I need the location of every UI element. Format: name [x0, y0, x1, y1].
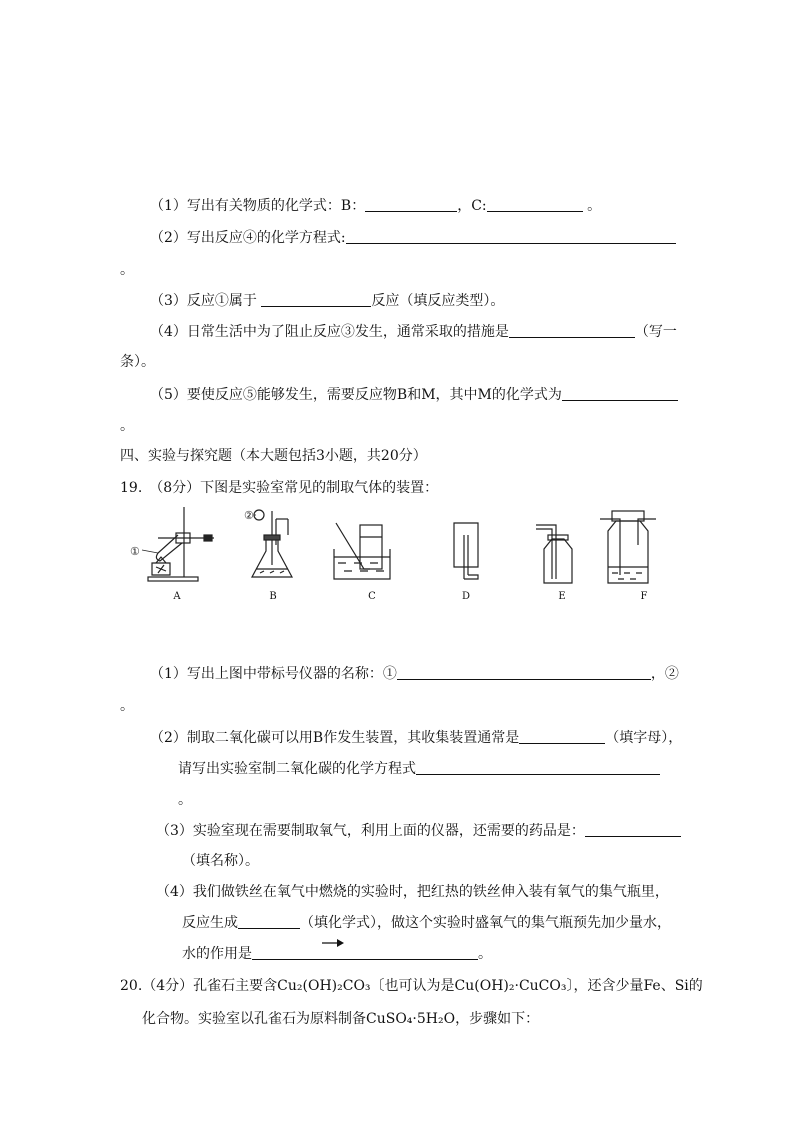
q19-part2: （2）制取二氧化碳可以用B作发生装置，其收集装置通常是 （填字母）， [150, 730, 683, 746]
answer-blank-c[interactable] [487, 197, 583, 212]
q19-part1: （1）写出上图中带标号仪器的名称：① ，② [150, 666, 679, 682]
apparatus-c [334, 523, 390, 579]
marker-1: ① [130, 545, 140, 558]
answer-blank-collector[interactable] [519, 729, 605, 744]
answer-blank-instrument1[interactable] [397, 665, 651, 680]
apparatus-a [148, 507, 214, 581]
figure-label-c: C [368, 591, 376, 602]
q18-part2-end: 。 [120, 262, 134, 278]
q19-part1-end: 。 [120, 698, 134, 714]
answer-blank-product[interactable] [238, 914, 300, 929]
q20-line2: 化合物。实验室以孔雀石为原料制备CuSO₄·5H₂O，步骤如下： [142, 1011, 540, 1027]
answer-blank-m[interactable] [562, 386, 678, 401]
q18-part4: （4）日常生活中为了阻止反应③发生，通常采取的措施是 （写一 [150, 324, 677, 340]
apparatus-f [600, 511, 656, 583]
apparatus-e [536, 525, 572, 583]
q19-part2b: 请写出实验室制二氧化碳的化学方程式 [178, 759, 660, 779]
figure-label-b: B [269, 591, 277, 602]
figure-label-a: A [173, 591, 181, 602]
q18-part1: （1）写出有关物质的化学式：B： ，C: 。 [150, 198, 602, 214]
answer-blank-eq4[interactable] [346, 229, 676, 244]
q20-line1: 20.（4分）孔雀石主要含Cu₂(OH)₂CO₃〔也可认为是Cu(OH)₂·CuCO₃〕，还含少量Fe、Si的 [120, 978, 703, 994]
answer-blank-measure[interactable] [509, 323, 635, 338]
q19-part4b: 反应生成 （填化学式），做这个实验时盛氧气的集气瓶预先加少量水， [182, 915, 671, 931]
q18-part4-cont: 条）。 [120, 354, 155, 370]
figure-label-f: F [640, 591, 648, 602]
q19-part3: （3）实验室现在需要制取氧气，利用上面的仪器，还需要的药品是： [156, 821, 681, 841]
arrow-icon [322, 938, 344, 948]
apparatus-figure [128, 505, 688, 610]
q19-part4: （4）我们做铁丝在氧气中燃烧的实验时，把红热的铁丝伸入装有氧气的集气瓶里， [156, 884, 669, 900]
answer-blank-b[interactable] [365, 197, 457, 212]
apparatus-drawing [128, 505, 688, 610]
q18-part2: （2）写出反应④的化学方程式: [150, 228, 676, 248]
answer-blank-water-purpose[interactable] [252, 945, 478, 960]
answer-blank-type[interactable] [261, 292, 371, 307]
figure-label-e: E [558, 591, 566, 602]
q19-part4c: 水的作用是 。 [182, 946, 492, 962]
q18-part5: （5）要使反应⑤能够发生，需要反应物B和M，其中M的化学式为 [150, 385, 678, 405]
q19-intro: 19. （8分）下图是实验室常见的制取气体的装置： [120, 480, 439, 496]
q19-part3-cont: （填名称）。 [182, 853, 259, 869]
section-title: 四、实验与探究题（本大题包括3小题，共20分） [120, 448, 427, 464]
apparatus-d [454, 523, 478, 579]
q19-part2b-end: 。 [178, 792, 192, 808]
apparatus-b [252, 510, 292, 577]
answer-blank-co2-equation[interactable] [416, 760, 660, 775]
answer-blank-reagent[interactable] [585, 822, 681, 837]
marker-2: ② [244, 509, 254, 522]
q18-part5-end: 。 [120, 418, 134, 434]
q18-part3: （3）反应①属于 反应（填反应类型）。 [150, 293, 505, 309]
figure-label-d: D [461, 591, 471, 602]
